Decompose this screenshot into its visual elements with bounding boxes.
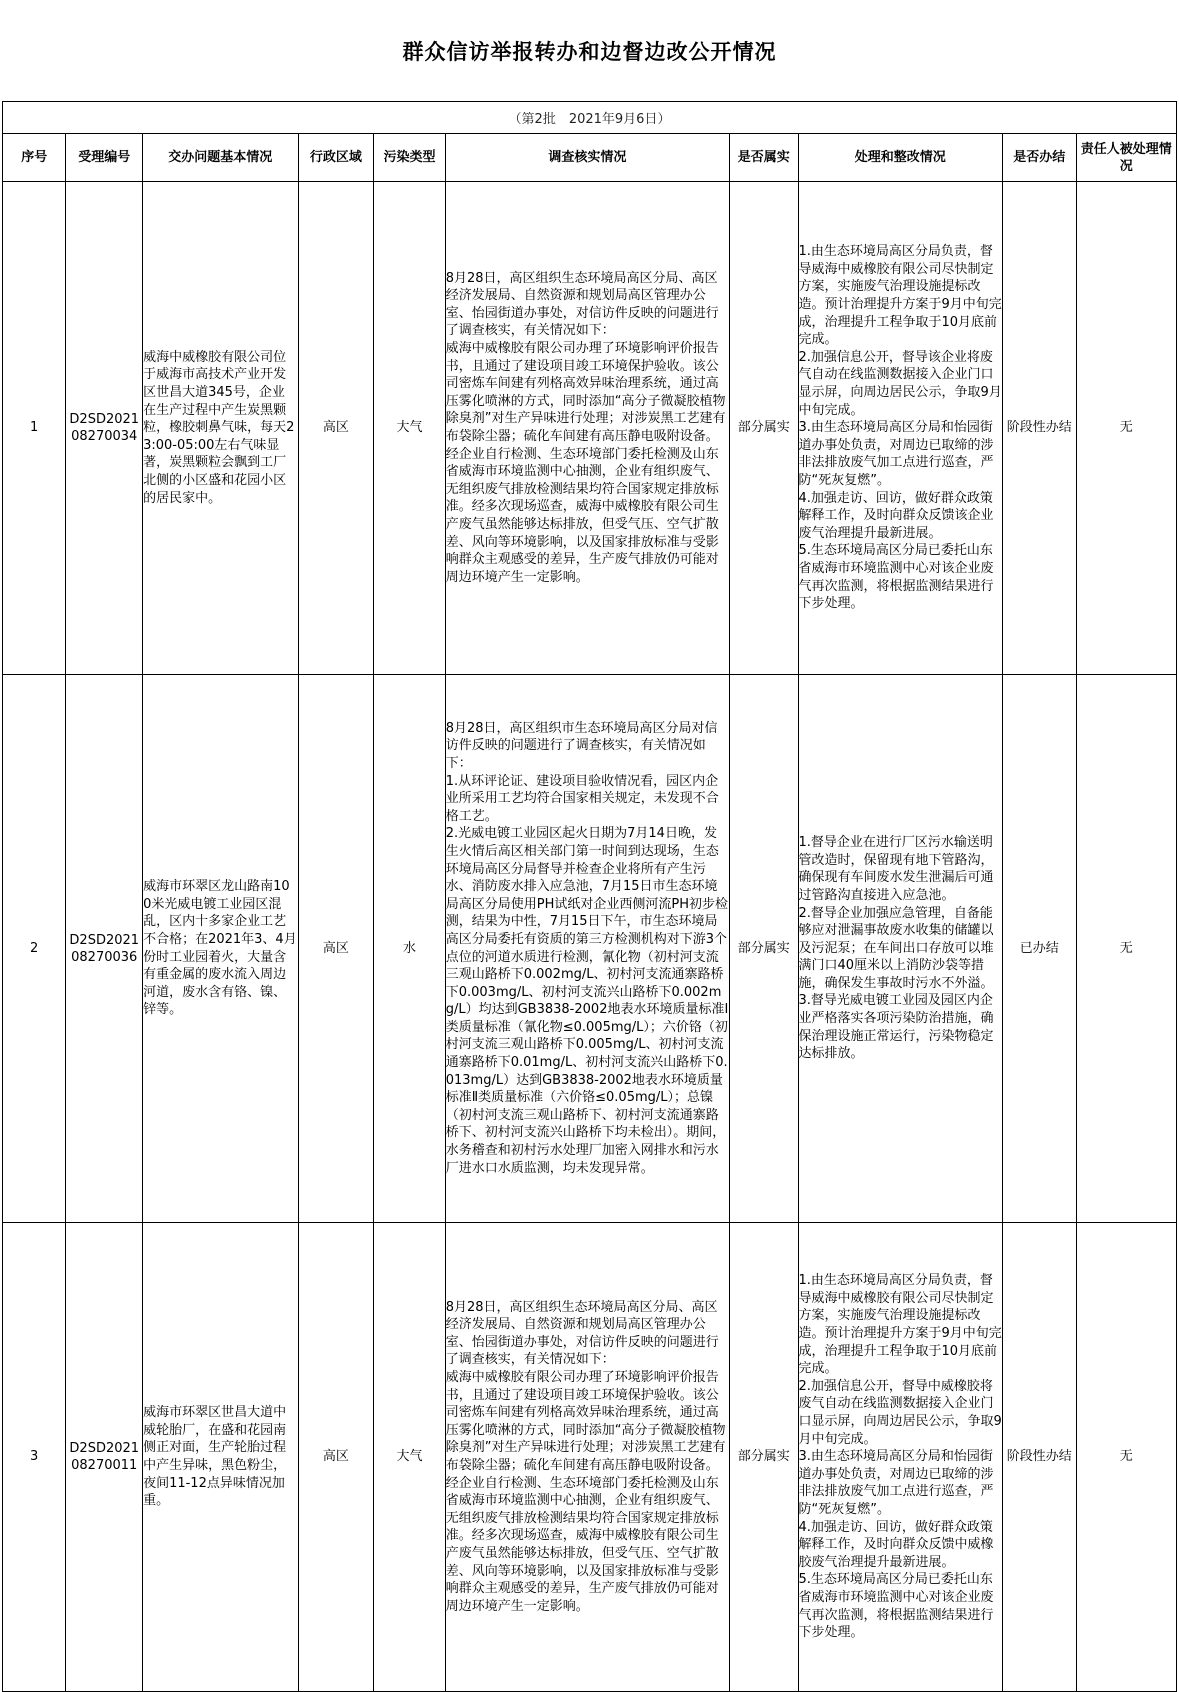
cell-seq: 1 bbox=[3, 182, 66, 675]
cell-case-no: D2SD2021 08270034 bbox=[66, 182, 143, 675]
table-row bbox=[3, 1223, 1177, 1692]
cell-closed: 阶段性办结 bbox=[1003, 1223, 1077, 1692]
cell-accountability: 无 bbox=[1076, 675, 1176, 1223]
complaints-table bbox=[2, 101, 1177, 1692]
cell-investigation: 8月28日，高区组织生态环境局高区分局、高区经济发展局、自然资源和规划局高区管理办公室、怡园街道办事处，对信访件反映的问题进行了调查核实，有关情况如下： 威海中威橡胶有限公司办理了环境影响评价报告书，且通过了建设项目竣工环境保护验收。该公司密炼车间建有列格高效异味治理系统，通过高压雾化喷淋的方式，同时添加“高分子微凝胶植物除臭剂”对生产异味进行处理；对涉炭黑工艺建有布袋除尘器；硫化车间建有高压静电吸附设备。经企业自行检测、生态环境部门委托检测及山东省威海市环境监测中心抽测，企业有组织废气、无组织废气排放检测结果均符合国家规定排放标准。经多次现场巡查，威海中威橡胶有限公司生产废气虽然能够达标排放，但受气压、空气扩散差、风向等环境影响，以及国家排放标准与受影响群众主观感受的差异，生产废气排放仍可能对周边环境产生一定影响。 bbox=[445, 182, 729, 675]
column-header-row bbox=[3, 134, 1177, 182]
cell-is-true: 部分属实 bbox=[730, 675, 799, 1223]
header-is-true: 是否属实 bbox=[730, 134, 799, 182]
header-seq: 序号 bbox=[3, 134, 66, 182]
cell-issue: 威海中威橡胶有限公司位于威海市高技术产业开发区世昌大道345号，企业在生产过程中产生炭黑颗粒，橡胶刺鼻气味，每天23:00-05:00左右气味显著，炭黑颗粒会飘到工厂北侧的小区盛和花园小区的居民家中。 bbox=[143, 182, 298, 675]
page-title: 群众信访举报转办和边督边改公开情况 bbox=[402, 39, 777, 64]
table-row bbox=[3, 675, 1177, 1223]
table-row bbox=[3, 182, 1177, 675]
cell-handling: 1.督导企业在进行厂区污水输送明管改造时，保留现有地下管路沟，确保现有车间废水发生泄漏后可通过管路沟直接进入应急池。 2.督导企业加强应急管理，自备能够应对泄漏事故废水收集的储罐以及污泥泵；在车间出口存放可以堆满门口40厘米以上消防沙袋等措施，确保发生事故时污水不外溢。 3.督导光威电镀工业园及园区内企业严格落实各项污染防治措施，确保治理设施正常运行，污染物稳定达标排放。 bbox=[798, 675, 1003, 1223]
header-investigation: 调查核实情况 bbox=[445, 134, 729, 182]
cell-case-no: D2SD2021 08270036 bbox=[66, 675, 143, 1223]
cell-handling: 1.由生态环境局高区分局负责，督导威海中威橡胶有限公司尽快制定方案，实施废气治理设施提标改造。预计治理提升方案于9月中旬完成，治理提升工程争取于10月底前完成。 2.加强信息公开，督导中威橡胶将废气自动在线监测数据接入企业门口显示屏，向周边居民公示，争取9月中旬完成。 3.由生态环境局高区分局和怡园街道办事处负责，对周边已取缔的涉非法排放废气加工点进行巡查，严防“死灰复燃”。 4.加强走访、回访，做好群众政策解释工作，及时向群众反馈中威橡胶废气治理提升最新进展。 5.生态环境局高区分局已委托山东省威海市环境监测中心对该企业废气再次监测，将根据监测结果进行下步处理。 bbox=[798, 1223, 1003, 1692]
cell-accountability: 无 bbox=[1076, 182, 1176, 675]
cell-closed: 已办结 bbox=[1003, 675, 1077, 1223]
cell-pollution: 水 bbox=[374, 675, 446, 1223]
cell-district: 高区 bbox=[298, 675, 374, 1223]
cell-pollution: 大气 bbox=[374, 182, 446, 675]
header-pollution: 污染类型 bbox=[374, 134, 446, 182]
cell-district: 高区 bbox=[298, 1223, 374, 1692]
header-accountability: 责任人被处理情况 bbox=[1076, 134, 1176, 182]
header-district: 行政区域 bbox=[298, 134, 374, 182]
header-issue: 交办问题基本情况 bbox=[143, 134, 298, 182]
header-case-no: 受理编号 bbox=[66, 134, 143, 182]
batch-label: （第2批 2021年9月6日） bbox=[3, 102, 1177, 134]
cell-issue: 威海市环翠区龙山路南100米光威电镀工业园区混乱，区内十多家企业工艺不合格；在2021年3、4月份时工业园着火，大量含有重金属的废水流入周边河道，废水含有铬、镍、锌等。 bbox=[143, 675, 298, 1223]
cell-seq: 2 bbox=[3, 675, 66, 1223]
cell-investigation: 8月28日，高区组织生态环境局高区分局、高区经济发展局、自然资源和规划局高区管理办公室、怡园街道办事处，对信访件反映的问题进行了调查核实，有关情况如下： 威海中威橡胶有限公司办理了环境影响评价报告书，且通过了建设项目竣工环境保护验收。该公司密炼车间建有列格高效异味治理系统，通过高压雾化喷淋的方式，同时添加“高分子微凝胶植物除臭剂”对生产异味进行处理；对涉炭黑工艺建有布袋除尘器；硫化车间建有高压静电吸附设备。经企业自行检测、生态环境部门委托检测及山东省威海市环境监测中心抽测，企业有组织废气、无组织废气排放检测结果均符合国家规定排放标准。经多次现场巡查，威海中威橡胶有限公司生产废气虽然能够达标排放，但受气压、空气扩散差、风向等环境影响，以及国家排放标准与受影响群众主观感受的差异，生产废气排放仍可能对周边环境产生一定影响。 bbox=[445, 1223, 729, 1692]
header-handling: 处理和整改情况 bbox=[798, 134, 1003, 182]
cell-issue: 威海市环翠区世昌大道中威轮胎厂，在盛和花园南侧正对面，生产轮胎过程中产生异味，黑色粉尘，夜间11-12点异味情况加重。 bbox=[143, 1223, 298, 1692]
cell-handling: 1.由生态环境局高区分局负责，督导威海中威橡胶有限公司尽快制定方案，实施废气治理设施提标改造。预计治理提升方案于9月中旬完成，治理提升工程争取于10月底前完成。 2.加强信息公开，督导该企业将废气自动在线监测数据接入企业门口显示屏，向周边居民公示，争取9月中旬完成。 3.由生态环境局高区分局和怡园街道办事处负责，对周边已取缔的涉非法排放废气加工点进行巡查，严防“死灰复燃”。 4.加强走访、回访，做好群众政策解释工作，及时向群众反馈该企业废气治理提升最新进展。 5.生态环境局高区分局已委托山东省威海市环境监测中心对该企业废气再次监测，将根据监测结果进行下步处理。 bbox=[798, 182, 1003, 675]
cell-seq: 3 bbox=[3, 1223, 66, 1692]
cell-is-true: 部分属实 bbox=[730, 182, 799, 675]
cell-closed: 阶段性办结 bbox=[1003, 182, 1077, 675]
cell-accountability: 无 bbox=[1076, 1223, 1176, 1692]
cell-investigation: 8月28日，高区组织市生态环境局高区分局对信访件反映的问题进行了调查核实，有关情况如下： 1.从环评论证、建设项目验收情况看，园区内企业所采用工艺均符合国家相关规定，未发现不合格工艺。 2.光威电镀工业园区起火日期为7月14日晚，发生火情后高区相关部门第一时间到达现场，生态环境局高区分局督导并检查企业将所有产生污水、消防废水排入应急池，7月15日市生态环境局高区分局使用PH试纸对企业西侧河流PH初步检测，结果为中性，7月15日下午，市生态环境局高区分局委托有资质的第三方检测机构对下游3个点位的河道水质进行检测，氰化物（初村河支流三观山路桥下0.002mg/L、初村河支流通寨路桥下0.003mg/L、初村河支流兴山路桥下0.002mg/L）均达到GB3838-2002地表水环境质量标准Ⅰ类质量标准（氰化物≤0.005mg/L）；六价铬（初村河支流三观山路桥下0.005mg/L、初村河支流通寨路桥下0.01mg/L、初村河支流兴山路桥下0.013mg/L）达到GB3838-2002地表水环境质量标准Ⅱ类质量标准（六价铬≤0.05mg/L）；总镍（初村河支流三观山路桥下、初村河支流通寨路桥下、初村河支流兴山路桥下均未检出）。期间，水务稽查和初村污水处理厂加密入网排水和污水厂进水口水质监测，均未发现异常。 bbox=[445, 675, 729, 1223]
header-closed: 是否办结 bbox=[1003, 134, 1077, 182]
cell-district: 高区 bbox=[298, 182, 374, 675]
cell-pollution: 大气 bbox=[374, 1223, 446, 1692]
cell-is-true: 部分属实 bbox=[730, 1223, 799, 1692]
cell-case-no: D2SD2021 08270011 bbox=[66, 1223, 143, 1692]
